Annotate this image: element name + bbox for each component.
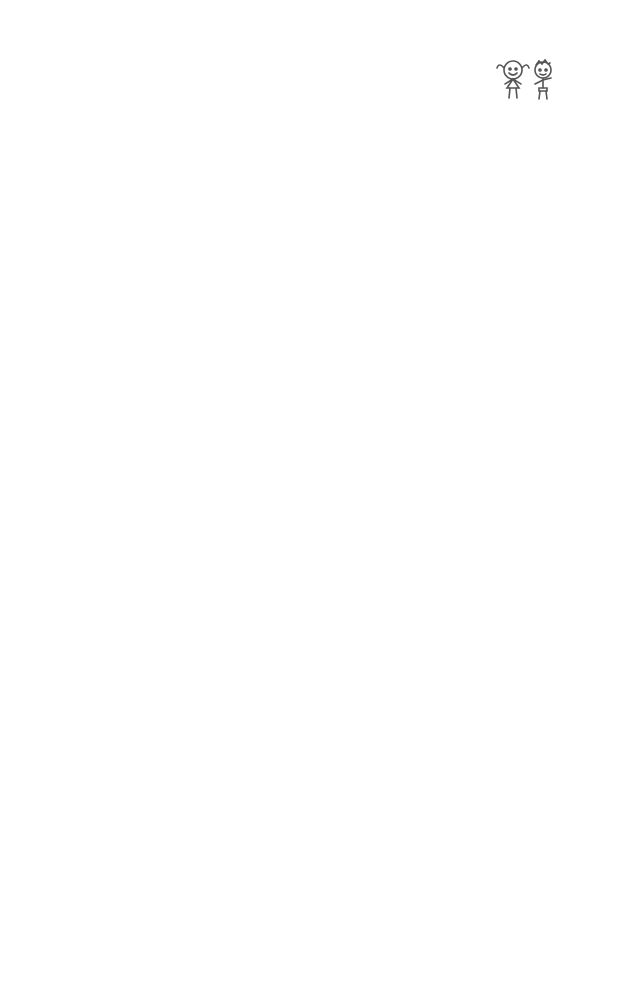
kids-illustration-icon bbox=[493, 56, 563, 104]
